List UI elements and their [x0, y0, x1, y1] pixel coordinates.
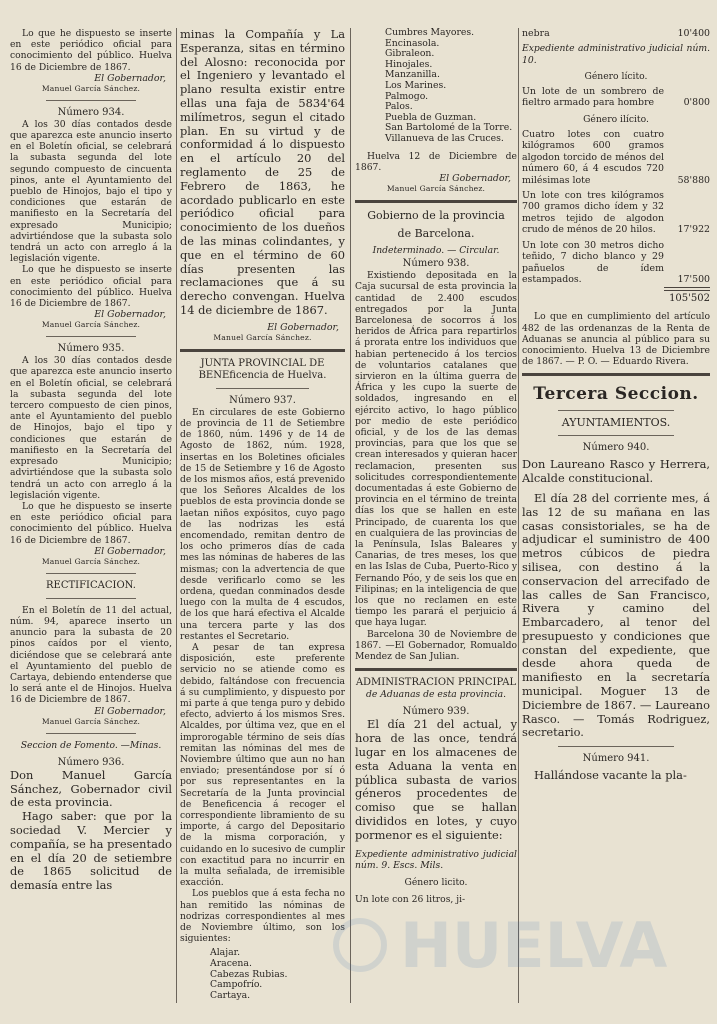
signature-name: Manuel García Sánchez.	[41, 556, 141, 566]
notice-938-body: Existiendo depositada en la Caja sucursal de esta provincia la cantidad de 2.400 escudos entregados por la Junta Barcelonesa de socorros á los heridos de África para repartirlos á prorata entre los individuos que habian pertenecido á los tercios de voluntarios catalanes que sirvieron en la última guerra de África y les cupo la suerte de soldados, ingresando en el ejército activo, lo hago público por medio de este periódico oficial, y de los de las demas provincias, para que los que se crean interesados y quieran hacer reclamacion, presenten sus solicitudes correspondientemente documentadas á este Gobierno de provincia en el término de treinta días los que se hallen en este Principado, de cuarenta los que en cualquiera de las provincias de la Península, Islas Baleares y Canarias, de tres meses, los que en las Islas de Cuba, Puerto-Rico y Fernando Póo, y de seis los que en Filipinas; en la inteligencia de que los que no reclamen en este tiempo les parará el perjuicio á que haya lugar.	[355, 270, 517, 629]
lot-end-text: nebra	[522, 28, 550, 39]
genero-ilicito: Género ilícito.	[583, 113, 649, 125]
town-list	[355, 28, 517, 145]
ayuntamientos-heading: AYUNTAMIENTOS.	[561, 416, 671, 430]
signature-title: El Gobernador,	[439, 172, 511, 184]
list-item: Villanueva de las Cruces.	[385, 132, 504, 144]
column-4	[522, 28, 710, 1018]
lot-value: 17'922	[677, 224, 710, 236]
signature-title: El Gobernador,	[267, 321, 339, 333]
separator	[46, 573, 136, 574]
notice-934-close: Lo que he dispuesto se inserte en este periódico oficial para conocimiento del público. Huelva 16 de Diciembre de 1867.	[10, 264, 172, 310]
aduanas-close: Lo que en cumplimiento del artículo 482 de las ordenanzas de la Renta de Aduanas se anuncia al público para su conocimiento. Huelva 13 de Diciembre de 1867. — P. O. — Eduardo Rivera.	[522, 311, 710, 368]
rectification-heading: RECTIFICACION.	[46, 579, 136, 591]
column-rule-1	[176, 28, 177, 1003]
lot-value: 17'500	[677, 273, 710, 285]
library-watermark	[330, 905, 710, 985]
separator	[46, 733, 136, 734]
town-list	[180, 948, 345, 1001]
separator	[46, 598, 136, 599]
notice-number-936: Número 936.	[57, 756, 125, 768]
signature-name: Manuel García Sánchez.	[386, 183, 486, 193]
notice-number-935: Número 935.	[57, 343, 125, 355]
list-item: Cumbres Mayores.	[385, 28, 475, 38]
junta-heading: JUNTA PROVINCIAL DE BENEficencia de Huelva.	[198, 357, 327, 381]
notice-936-head: Don Manuel García Sánchez, Gobernador civil de esta provincia.	[10, 767, 172, 810]
signature-title: El Gobernador,	[94, 309, 166, 321]
separator-thick	[522, 373, 710, 376]
notice-number-938: Número 938.	[402, 258, 470, 270]
lot-description: Un lote de un sombrero de fieltro armado para hombre	[522, 86, 664, 109]
signature-title: El Gobernador,	[94, 545, 166, 557]
list-item: Manzanilla.	[385, 69, 440, 81]
lot-start: Un lote con 26 litros, ji-	[355, 894, 466, 906]
list-item: Alajar.	[210, 947, 241, 959]
notice-937-body-3: Los pueblos que á esta fecha no han remitido las nóminas de nodrizas correspondientes al mes de Noviembre último, son los siguientes:	[180, 888, 345, 945]
notice-number-939: Número 939.	[402, 706, 470, 718]
lot-item	[522, 240, 710, 286]
lot-description: Un lote con tres kilógramos 700 gramos dicho ídem y 32 metros tejido de algodon crudo de ménos de 20 hilos.	[522, 190, 664, 236]
separator-thick	[180, 349, 345, 352]
lot-item	[522, 129, 710, 186]
list-item: Hinojales.	[385, 58, 433, 70]
list-item: Campofrío.	[210, 979, 263, 991]
separator-thick	[355, 200, 517, 203]
signature-title: El Gobernador,	[94, 705, 166, 717]
lot-end-value: 10'400	[677, 28, 710, 39]
aduanas-heading: ADMINISTRACION PRINCIPAL	[355, 677, 517, 689]
separator	[558, 746, 674, 747]
watermark-text: HUELVA	[400, 909, 668, 982]
list-item: Gibraleon.	[385, 48, 435, 60]
list-item: Encinasola.	[385, 37, 440, 49]
notice-number-940: Número 940.	[582, 442, 650, 454]
mines-continuation: minas la Compañía y La Esperanza, sitas en término del Alosno: reconocida por el Ingeniero y levantado el plano resulta existir entre ellas una faja de 5834'64 milímetros, segun el citado plan. En su virtud y de conformidad á lo dispuesto en el artículo 20 del reglamento de 25 de Febrero de 1863, he acordado publicarlo en este periódico oficial para conocimiento de los dueños de las minas colindantes, y que en el término de 60 días presenten las reclamaciones que á su derecho convengan. Huelva 14 de diciembre de 1867.	[180, 28, 345, 317]
signature-name: Manuel García Sánchez.	[213, 332, 312, 342]
lot-line	[522, 28, 710, 39]
notice-935-close: Lo que he dispuesto se inserte en este periódico oficial para conocimiento del público. Huelva 16 de Diciembre de 1867.	[10, 500, 172, 546]
notice-number-937: Número 937.	[229, 394, 296, 406]
column-rule-3	[518, 28, 519, 1003]
aduanas-subheading: de Aduanas de esta provincia.	[366, 689, 506, 701]
list-item: Palos.	[385, 101, 413, 113]
lot-item	[522, 190, 710, 236]
list-item: Aracena.	[210, 958, 252, 970]
genero-licito: Género lícito.	[584, 70, 648, 82]
separator-thick	[355, 668, 517, 671]
list-item: Los Marines.	[385, 79, 447, 91]
expediente-10: Expediente administrativo judicial núm. 10.	[522, 43, 710, 66]
towns-date: Huelva 12 de Diciembre de 1867.	[355, 150, 517, 173]
list-item: Cabezas Rubias.	[210, 968, 288, 980]
intro-text: Lo que he dispuesto se inserte en este periódico oficial para conocimiento del público. Huelva 16 de Diciembre de 1867.	[10, 28, 172, 73]
signature-name: Manuel García Sánchez.	[41, 716, 141, 726]
signature-name: Manuel García Sánchez.	[41, 320, 141, 330]
lot-value: 0'800	[683, 97, 710, 109]
notice-number-934: Número 934.	[57, 106, 125, 118]
notice-935-body: A los 30 días contados desde que aparezca este anuncio inserto en el Boletín oficial, se celebrará la subasta segunda del lote tercero compuesto de cien pinos, ante el Ayuntamiento del pueblo de Hinojos, bajo el tipo y condiciones que estarán de manifiesto en la Secretaría del expresado Municipio; advirtiéndose que la subasta solo tendrá un acto con arreglo á la legislación vigente.	[10, 355, 172, 501]
column-1	[10, 28, 172, 1018]
list-item: San Bartolomé de la Torre.	[385, 122, 513, 134]
notice-940-head: Don Laureano Rasco y Herrera, Alcalde constitucional.	[522, 457, 710, 486]
lot-item	[522, 86, 710, 109]
lot-value: 58'880	[677, 174, 710, 186]
signature-name: Manuel García Sánchez.	[41, 83, 141, 93]
notice-941-body: Hallándose vacante la pla-	[534, 768, 687, 783]
notice-940-body: El día 28 del corriente mes, á las 12 de su mañana en las casas consistoriales, se ha de adjudicar el suministro de 400 metros cúbicos de piedra silisea, con destino á la conservacion del arrecifado de las calles de San Francisco, Rivera y camino del Embarcadero, al tenor del presupuesto y condiciones que constan del expediente, que desde ahora queda de manifiesto en la secretaría municipal. Moguer 13 de Diciembre de 1867. — Laureano Rasco. — Tomás Rodriguez, secretario.	[522, 490, 710, 740]
column-3	[355, 28, 517, 1018]
column-rule-2	[350, 28, 351, 1003]
separator	[46, 336, 136, 337]
signature-title: El Gobernador,	[94, 72, 166, 84]
notice-938-close: Barcelona 30 de Noviembre de 1867. —El Gobernador, Romualdo Mendez de San Julian.	[355, 628, 517, 663]
list-item: Puebla de Guzman.	[385, 111, 477, 123]
notice-936-body: Hago saber: que por la sociedad V. Mercier y compañía, se ha presentado en el día 20 de setiembre de 1865 solicitud de demasía entre las	[10, 809, 172, 893]
lot-description: Cuatro lotes con cuatro kilógramos 600 gramos algodon torcido de ménos del número 60, á 4 escudos 720 milésimas lote	[522, 129, 664, 186]
rectification-body: En el Boletín de 11 del actual, núm. 94, aparece inserto un anuncio para la subasta de 20 pinos caídos por el viento, diciéndose que se celebrará ante el Ayuntamiento del pueblo de Cartaya, debiendo entenderse que lo será ante el de Hinojos. Huelva 16 de Diciembre de 1867.	[10, 604, 172, 706]
barcelona-heading: Gobierno de la provincia	[367, 208, 505, 222]
separator	[558, 410, 674, 411]
notice-937-body: En circulares de este Gobierno de provincia de 11 de Setiembre de 1860, núm. 1496 y de 14 de Agosto de 1862, núm. 1928, insertas en los Boletines oficiales de 15 de Setiembre y 16 de Agosto de los mismos años, está prevenido que los Señores Alcaldes de los pueblos de esta provincia donde se laetan niños expósitos, cuyo pago de las nodrizas les está encomendado, remitan dentro de los ocho primeros días de cada mes las nóminas de haberes de las mismas; con la advertencia de que desde verificarlo como se les ordena, quedan conminados desde luego con la multa de 4 escudos, de los que hará efectiva el Alcalde una tercera parte y las dos restantes el Secretario.	[180, 406, 345, 642]
lots-total: 105'502	[669, 293, 710, 305]
list-item: Cartaya.	[210, 989, 251, 1001]
notice-937-body-2: A pesar de tan expresa disposición, este preferente servicio no se atiende como es debido, faltándose con frecuencia á su cumplimiento, y dispuesto por mi parte á que tenga puro y debido efecto, advierto á los mismos Sres. Alcaldes, por última vez, que en el improrogable término de seis días remitan las nóminas del mes de Noviembre último que aun no han enviado; presentándose por sí ó por sus representantes en la Secretaría de la Junta provincial de Beneficencia á recoger el correspondiente libramiento de su importe, á cargo del Depositario de la misma corporación, y cuidando en lo sucesivo de cumplir con exactitud para no incurrir en la multa señalada, de irremisible exacción.	[180, 642, 345, 889]
genero-licito: Género licito.	[404, 877, 468, 889]
watermark-emblem	[336, 921, 384, 969]
fomento-heading: Seccion de Fomento. —Minas.	[20, 739, 162, 751]
barcelona-subheading: Indeterminado. — Circular.	[372, 244, 500, 256]
notice-939-body: El día 21 del actual, y hora de las once, tendrá lugar en los almacenes de esta Aduana la venta en pública subasta de varios géneros procedentes de comiso que se hallan divididos en lotes, y cuyo pormenor es el siguiente:	[355, 717, 517, 842]
barcelona-heading-2: de Barcelona.	[397, 226, 475, 240]
separator	[558, 435, 674, 436]
lot-description: Un lote con 30 metros dicho teñido, 7 dicho blanco y 29 pañuelos de ídem estampados.	[522, 239, 664, 285]
list-item: Palmogo.	[385, 90, 429, 102]
column-2	[180, 28, 345, 1018]
separator	[46, 100, 136, 101]
total-rule	[664, 287, 710, 291]
notice-934-body: A los 30 días contados desde que aparezca este anuncio inserto en el Boletín oficial, se celebrará la subasta segunda del lote segundo compuesto de cincuenta pinos, ante el Ayuntamiento del pueblo de Hinojos, bajo el tipo y condiciones que estarán de manifiesto en la Secretaría del expresado Municipio; advirtiéndose que la subasta solo tendrá un acto con arreglo á la legislación vigente.	[10, 118, 172, 265]
section-heading: Tercera Seccion.	[533, 384, 699, 405]
expediente-9: Expediente administrativo judicial núm. 9. Escs. Mils.	[355, 848, 517, 871]
separator	[216, 388, 309, 389]
notice-number-941: Número 941.	[582, 753, 650, 765]
